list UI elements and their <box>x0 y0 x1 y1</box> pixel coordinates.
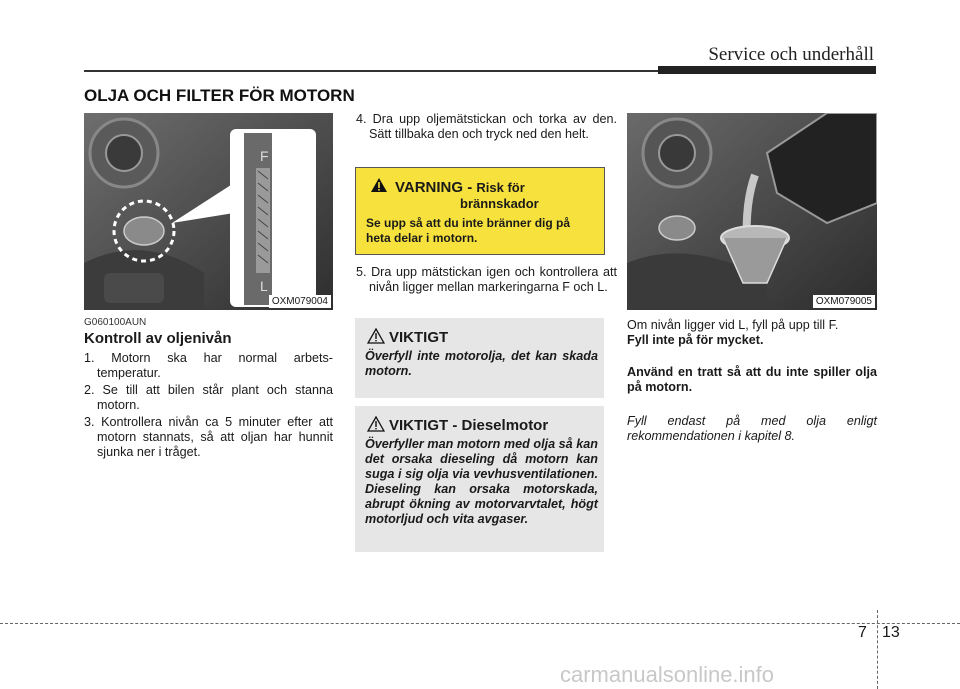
overfill-warning-text: Fyll inte på för mycket. <box>627 333 764 347</box>
chapter-number: 7 <box>858 624 867 641</box>
watermark: carmanualsonline.info <box>560 662 775 687</box>
svg-text:L: L <box>260 278 268 294</box>
image-caption: OXM079004 <box>269 295 331 308</box>
step-2: 2. Se till att bilen står plant och stanna motorn. <box>84 383 333 412</box>
diesel-note-title: VIKTIGT - Dieselmotor <box>389 417 549 434</box>
page-title: OLJA OCH FILTER FÖR MOTORN <box>84 86 355 105</box>
step-5: 5. Dra upp mätstickan igen och kontrollera att nivån ligger mellan markeringarna F och L. <box>356 265 617 294</box>
warning-text: Se upp så att du inte bränner dig på heta delar i motorn. <box>366 216 571 245</box>
oil-fill-photo <box>627 113 877 310</box>
note-box <box>355 318 604 398</box>
note-text: Överfyll inte motorolja, det kan skada motorn. <box>365 349 598 378</box>
steps-list <box>84 351 333 460</box>
warning-subtitle-2: brännskador <box>460 196 539 211</box>
fill-instruction <box>627 318 877 348</box>
diesel-note-text: Överfyller man motorn med olja så kan det orsaka dieseling då motorn kan suga i sig olja via vevhusventilationen. Dieseling kan orsaka motorskada, abrupt ökning av motorvarvtalet, högt motorljud och vita avgaser. <box>365 437 598 526</box>
page-number: 13 <box>882 624 900 641</box>
reference-code: G060100AUN <box>84 317 147 328</box>
recommendation-text: Fyll endast på med olja enligt rekommendationen i kapitel 8. <box>627 414 877 443</box>
step-1: 1. Motorn ska har normal arbets- temperatur. <box>84 351 333 380</box>
header-bar <box>658 66 876 74</box>
dipstick-photo <box>84 113 333 310</box>
warning-subtitle: Risk för <box>476 180 525 195</box>
subheading: Kontroll av oljenivån <box>84 330 232 347</box>
warning-icon <box>370 177 388 193</box>
note-title: VIKTIGT <box>389 329 449 346</box>
section-header: Service och underhåll <box>708 44 874 65</box>
svg-text:F: F <box>260 148 269 164</box>
caution-icon <box>367 328 385 344</box>
warning-box <box>355 167 605 255</box>
footer-rule <box>0 623 960 624</box>
footer-divider <box>877 610 878 689</box>
warning-title: VARNING - <box>395 179 477 196</box>
header-rule <box>84 70 660 72</box>
image-caption: OXM079005 <box>813 295 875 308</box>
step-3: 3. Kontrollera nivån ca 5 minuter efter att motorn stannats, så att oljan har hunnit sjunka ner i tråget. <box>84 415 333 459</box>
fill-level-text: Om nivån ligger vid L, fyll på upp till F. <box>627 318 839 332</box>
diesel-note-box <box>355 406 604 552</box>
caution-icon <box>367 416 385 432</box>
funnel-text: Använd en tratt så att du inte spiller olja på motorn. <box>627 365 877 394</box>
step-4: 4. Dra upp oljemätstickan och torka av den. Sätt tillbaka den och tryck ned den helt. <box>356 112 617 141</box>
